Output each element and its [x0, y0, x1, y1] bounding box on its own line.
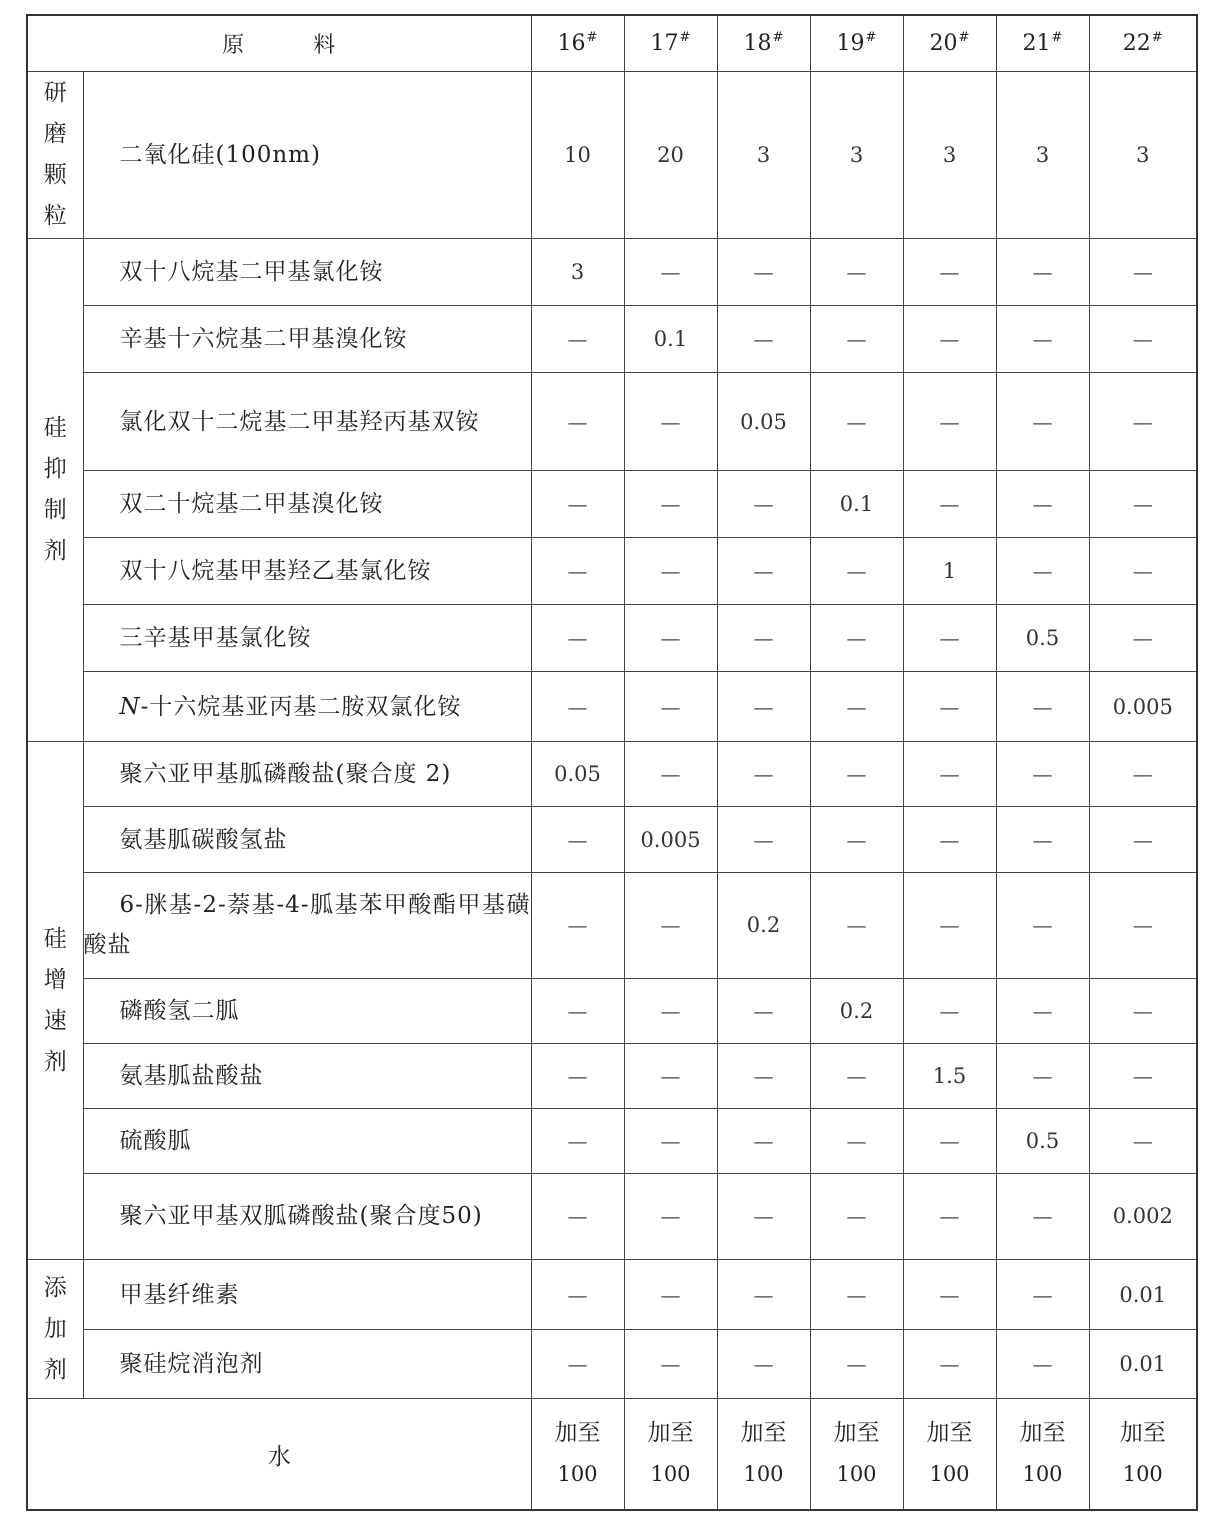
amount-cell: — [1089, 605, 1197, 672]
amount-cell: — [531, 978, 624, 1043]
amount-cell: — [1089, 305, 1197, 372]
column-header-mark: # [958, 30, 970, 46]
amount-cell: — [717, 742, 810, 807]
table-row [27, 238, 1197, 305]
amount-cell: — [996, 372, 1089, 470]
amount-cell: — [996, 1043, 1089, 1108]
amount-cell: — [903, 672, 996, 742]
amount-cell: — [903, 872, 996, 978]
amount-cell: 0.005 [624, 807, 717, 872]
material-header [27, 15, 531, 71]
amount-cell: — [996, 872, 1089, 978]
material-name [83, 742, 531, 807]
material-name [83, 605, 531, 672]
water-amount-value: 100 [1122, 1462, 1163, 1487]
material-name-text: 二氧化硅(100nm) [119, 141, 321, 168]
material-name [83, 372, 531, 470]
amount-cell: — [1089, 372, 1197, 470]
amount-cell: 0.002 [1089, 1173, 1197, 1259]
water-amount-value: 100 [743, 1462, 784, 1487]
material-name [83, 1108, 531, 1173]
water-amount-value: 100 [1022, 1462, 1063, 1487]
group-label-char: 剂 [43, 1048, 67, 1075]
column-header-number: 19 [836, 31, 865, 57]
water-amount-prefix: 加至 [740, 1420, 787, 1447]
amount-cell: — [1089, 807, 1197, 872]
table-row [27, 1330, 1197, 1399]
amount-cell: — [717, 1173, 810, 1259]
column-header-mark: # [865, 30, 877, 46]
amount-cell: — [903, 305, 996, 372]
amount-cell: — [903, 742, 996, 807]
column-header [717, 15, 810, 71]
amount-cell: — [624, 1260, 717, 1330]
amount-cell: — [531, 807, 624, 872]
material-header-label: 原 料 [222, 32, 337, 58]
amount-cell: 0.1 [810, 471, 903, 538]
amount-cell: 3 [903, 71, 996, 238]
water-amount-prefix: 加至 [833, 1420, 880, 1447]
formulation-table [26, 14, 1198, 1511]
column-header-mark: # [1051, 30, 1063, 46]
amount-cell: — [531, 1173, 624, 1259]
amount-cell: — [624, 1330, 717, 1399]
amount-cell: 3 [996, 71, 1089, 238]
amount-cell: — [531, 1260, 624, 1330]
amount-cell: — [996, 742, 1089, 807]
group-label-char: 剂 [43, 538, 67, 565]
amount-cell: — [624, 1173, 717, 1259]
amount-cell: — [1089, 742, 1197, 807]
amount-cell: — [717, 1260, 810, 1330]
amount-cell: — [531, 1108, 624, 1173]
amount-cell: — [810, 305, 903, 372]
amount-cell: — [810, 742, 903, 807]
column-header-number: 17 [650, 31, 679, 57]
amount-cell: — [624, 238, 717, 305]
table-row [27, 71, 1197, 238]
water-amount-cell [903, 1399, 996, 1510]
group-label-abrasive [27, 71, 83, 238]
amount-cell: — [717, 978, 810, 1043]
amount-cell: — [996, 238, 1089, 305]
material-name-text: -十六烷基亚丙基二胺双氯化铵 [140, 693, 462, 720]
material-name-prefix: N [119, 693, 141, 720]
amount-cell: — [624, 1108, 717, 1173]
table-row [27, 807, 1197, 872]
table-row [27, 1173, 1197, 1259]
amount-cell: — [1089, 1043, 1197, 1108]
amount-cell: 0.5 [996, 1108, 1089, 1173]
amount-cell: — [531, 1330, 624, 1399]
amount-cell: — [1089, 978, 1197, 1043]
amount-cell: 0.2 [810, 978, 903, 1043]
table-row [27, 305, 1197, 372]
water-amount-cell [717, 1399, 810, 1510]
material-name [83, 672, 531, 742]
amount-cell: 3 [810, 71, 903, 238]
amount-cell: — [624, 872, 717, 978]
amount-cell: 0.05 [717, 372, 810, 470]
column-header-number: 20 [929, 31, 958, 57]
water-amount-prefix: 加至 [1119, 1420, 1166, 1447]
amount-cell: — [717, 471, 810, 538]
amount-cell: — [624, 672, 717, 742]
amount-cell: — [996, 1330, 1089, 1399]
material-name [83, 1260, 531, 1330]
amount-cell: — [624, 742, 717, 807]
water-amount-prefix: 加至 [554, 1420, 601, 1447]
column-header [903, 15, 996, 71]
table-row [27, 372, 1197, 470]
amount-cell: — [1089, 538, 1197, 605]
material-name [83, 1173, 531, 1259]
material-name-text: 双十八烷基二甲基氯化铵 [119, 258, 384, 285]
amount-cell: — [903, 372, 996, 470]
amount-cell: — [624, 605, 717, 672]
amount-cell: — [996, 305, 1089, 372]
material-name-text: 氨基胍碳酸氢盐 [119, 826, 288, 853]
amount-cell: — [903, 1173, 996, 1259]
water-amount-cell [1089, 1399, 1197, 1510]
material-name [83, 71, 531, 238]
material-name-text: 6-脒基-2-萘基-4-胍基苯甲酸酯甲基磺酸盐 [83, 892, 531, 959]
amount-cell: — [717, 1330, 810, 1399]
group-label-char: 速 [43, 1007, 67, 1034]
material-name [83, 807, 531, 872]
water-amount-value: 100 [557, 1462, 598, 1487]
amount-cell: — [903, 471, 996, 538]
water-amount-cell [624, 1399, 717, 1510]
amount-cell: — [903, 605, 996, 672]
amount-cell: — [810, 1260, 903, 1330]
amount-cell: — [903, 238, 996, 305]
amount-cell: — [903, 978, 996, 1043]
column-header-number: 16 [557, 31, 586, 57]
group-label-si-inhibitor [27, 238, 83, 742]
material-name [83, 238, 531, 305]
amount-cell: — [1089, 471, 1197, 538]
column-header [810, 15, 903, 71]
water-amount-prefix: 加至 [647, 1420, 694, 1447]
amount-cell: 1.5 [903, 1043, 996, 1108]
column-header-mark: # [679, 30, 691, 46]
column-header-number: 18 [743, 31, 772, 57]
water-amount-value: 100 [650, 1462, 691, 1487]
amount-cell: — [624, 1043, 717, 1108]
column-header-mark: # [772, 30, 784, 46]
material-name [83, 305, 531, 372]
column-header-mark: # [1151, 30, 1163, 46]
group-label-additive [27, 1260, 83, 1399]
amount-cell: 0.05 [531, 742, 624, 807]
amount-cell: 3 [1089, 71, 1197, 238]
amount-cell: 0.01 [1089, 1330, 1197, 1399]
column-header-number: 21 [1022, 31, 1051, 57]
amount-cell: 3 [717, 71, 810, 238]
water-amount-value: 100 [929, 1462, 970, 1487]
amount-cell: — [531, 872, 624, 978]
material-name [83, 978, 531, 1043]
amount-cell: — [717, 1043, 810, 1108]
material-name-text: 聚六亚甲基双胍磷酸盐(聚合度50) [119, 1203, 483, 1230]
material-name [83, 471, 531, 538]
amount-cell: — [996, 538, 1089, 605]
amount-cell: — [717, 807, 810, 872]
amount-cell: 3 [531, 238, 624, 305]
table-row [27, 742, 1197, 807]
material-name-text: 双十八烷基甲基羟乙基氯化铵 [119, 558, 432, 585]
amount-cell: — [531, 305, 624, 372]
table-row [27, 872, 1197, 978]
group-label-char: 加 [43, 1315, 67, 1342]
amount-cell: — [717, 605, 810, 672]
table-row [27, 672, 1197, 742]
amount-cell: — [1089, 872, 1197, 978]
amount-cell: — [810, 605, 903, 672]
water-amount-prefix: 加至 [926, 1420, 973, 1447]
amount-cell: — [903, 1260, 996, 1330]
water-label: 水 [27, 1399, 531, 1510]
material-name [83, 1330, 531, 1399]
column-header-number: 22 [1122, 31, 1151, 57]
amount-cell: 20 [624, 71, 717, 238]
material-name [83, 872, 531, 978]
amount-cell: — [624, 471, 717, 538]
amount-cell: — [996, 1173, 1089, 1259]
group-label-char: 剂 [43, 1356, 67, 1383]
amount-cell: — [717, 538, 810, 605]
amount-cell: — [903, 807, 996, 872]
material-name-text: 氨基胍盐酸盐 [119, 1062, 264, 1089]
table-row [27, 978, 1197, 1043]
group-label-char: 制 [43, 497, 67, 524]
column-header [531, 15, 624, 71]
amount-cell: — [810, 1330, 903, 1399]
column-header [624, 15, 717, 71]
amount-cell: 0.01 [1089, 1260, 1197, 1330]
water-amount-cell [810, 1399, 903, 1510]
amount-cell: — [996, 672, 1089, 742]
amount-cell: — [996, 807, 1089, 872]
amount-cell: — [1089, 1108, 1197, 1173]
water-amount-cell [996, 1399, 1089, 1510]
amount-cell: — [624, 978, 717, 1043]
amount-cell: — [996, 1260, 1089, 1330]
material-name-text: 三辛基甲基氯化铵 [119, 625, 312, 652]
group-label-char: 硅 [43, 415, 67, 442]
group-label-char: 增 [43, 966, 67, 993]
group-label-char: 抑 [43, 456, 67, 483]
amount-cell: — [624, 538, 717, 605]
amount-cell: — [903, 1108, 996, 1173]
water-amount-value: 100 [836, 1462, 877, 1487]
group-label-si-accelerator [27, 742, 83, 1260]
amount-cell: — [810, 807, 903, 872]
water-amount-cell [531, 1399, 624, 1510]
amount-cell: — [810, 872, 903, 978]
table-row [27, 538, 1197, 605]
amount-cell: 0.5 [996, 605, 1089, 672]
amount-cell: — [531, 471, 624, 538]
amount-cell: 1 [903, 538, 996, 605]
amount-cell: 0.2 [717, 872, 810, 978]
material-name-text: 磷酸氢二胍 [119, 997, 240, 1024]
material-name-text: 双二十烷基二甲基溴化铵 [119, 491, 384, 518]
amount-cell: 0.005 [1089, 672, 1197, 742]
material-name-text: 甲基纤维素 [119, 1281, 240, 1308]
amount-cell: — [810, 538, 903, 605]
group-label-char: 研 [43, 79, 67, 106]
table-row [27, 1108, 1197, 1173]
amount-cell: — [996, 471, 1089, 538]
material-name-text: 辛基十六烷基二甲基溴化铵 [119, 325, 408, 352]
column-header [1089, 15, 1197, 71]
material-name-text: 聚六亚甲基胍磷酸盐(聚合度 2) [119, 761, 452, 788]
amount-cell: — [717, 305, 810, 372]
amount-cell: — [810, 1173, 903, 1259]
group-label-char: 粒 [43, 202, 67, 229]
water-amount-prefix: 加至 [1019, 1420, 1066, 1447]
material-name-text: 硫酸胍 [119, 1127, 192, 1154]
amount-cell: — [531, 372, 624, 470]
amount-cell: — [810, 1108, 903, 1173]
amount-cell: — [624, 372, 717, 470]
header-row [27, 15, 1197, 71]
amount-cell: — [1089, 238, 1197, 305]
amount-cell: 0.1 [624, 305, 717, 372]
group-label-char: 颗 [43, 161, 67, 188]
amount-cell: — [717, 238, 810, 305]
amount-cell: — [531, 672, 624, 742]
table-row [27, 605, 1197, 672]
amount-cell: — [996, 978, 1089, 1043]
amount-cell: — [717, 1108, 810, 1173]
group-label-char: 磨 [43, 120, 67, 147]
group-label-char: 硅 [43, 925, 67, 952]
column-header [996, 15, 1089, 71]
amount-cell: — [810, 1043, 903, 1108]
material-name-text: 氯化双十二烷基二甲基羟丙基双铵 [119, 408, 480, 435]
table-row [27, 1043, 1197, 1108]
material-name [83, 538, 531, 605]
amount-cell: — [810, 238, 903, 305]
table-row [27, 471, 1197, 538]
amount-cell: — [531, 538, 624, 605]
group-label-char: 添 [43, 1274, 67, 1301]
amount-cell: — [531, 605, 624, 672]
water-row [27, 1399, 1197, 1510]
column-header-mark: # [586, 30, 598, 46]
amount-cell: — [810, 672, 903, 742]
table-row [27, 1260, 1197, 1330]
amount-cell: 10 [531, 71, 624, 238]
amount-cell: — [531, 1043, 624, 1108]
amount-cell: — [810, 372, 903, 470]
amount-cell: — [717, 672, 810, 742]
material-name [83, 1043, 531, 1108]
material-name-text: 聚硅烷消泡剂 [119, 1351, 264, 1378]
amount-cell: — [903, 1330, 996, 1399]
